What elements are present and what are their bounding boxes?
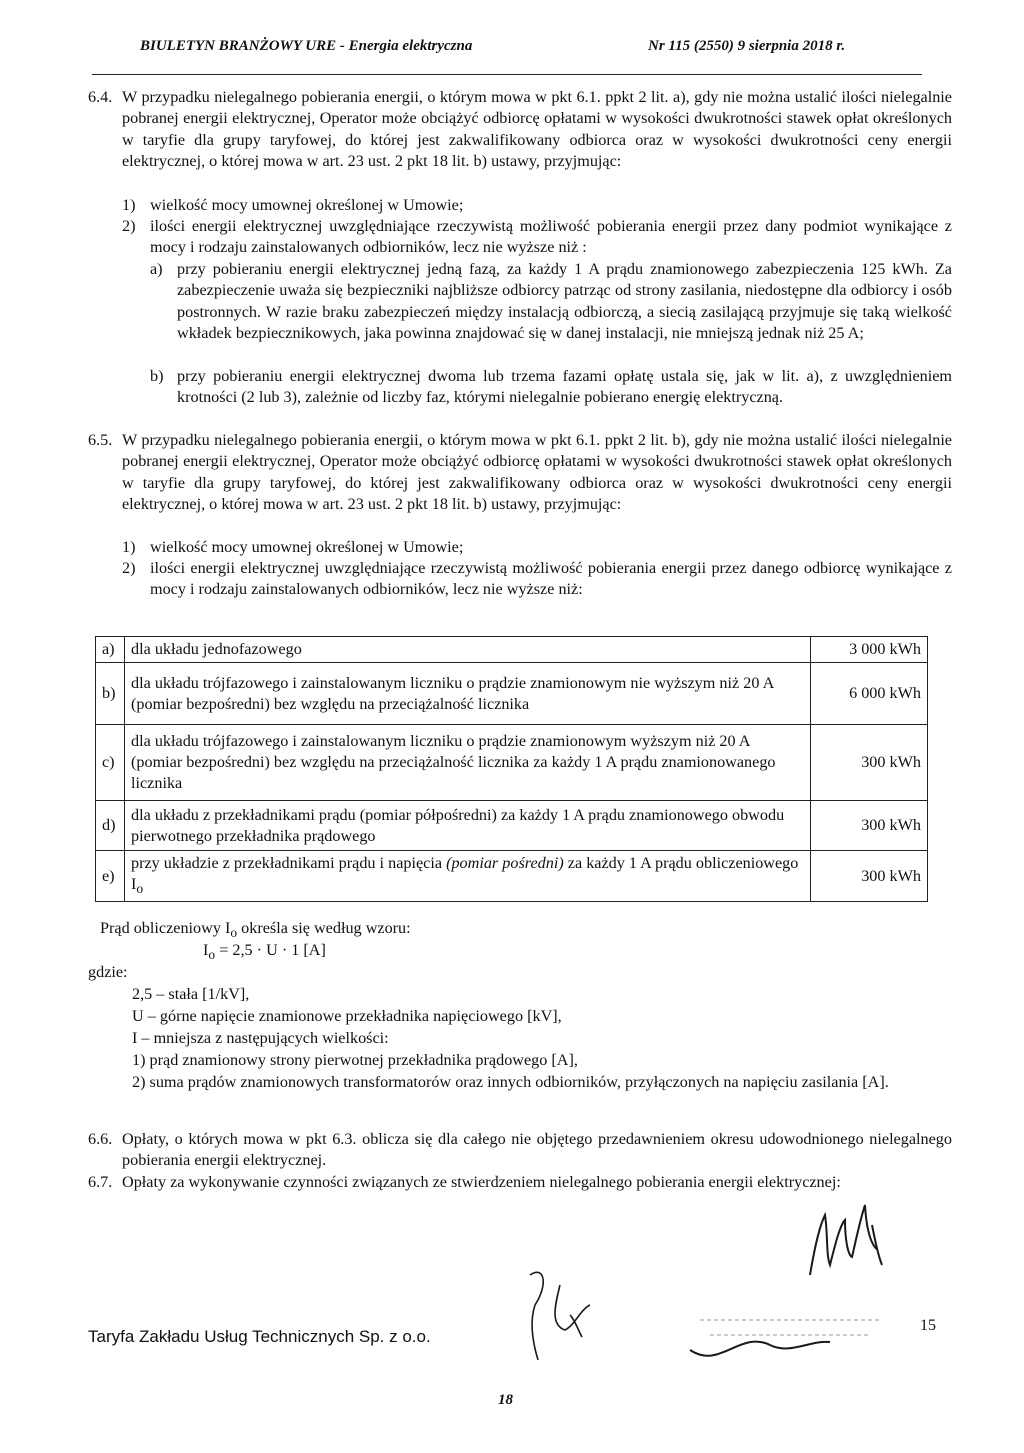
equation-symbol: I: [203, 941, 209, 959]
equation-rest: = 2,5 · U · 1 [A]: [215, 941, 326, 959]
sub-item-number: b): [150, 367, 164, 385]
list-item-text: wielkość mocy umownej określonej w Umowie;: [150, 538, 464, 556]
table-row: [96, 851, 928, 902]
formula-where: gdzie:: [88, 963, 128, 981]
formula-definition: 2,5 – stała [1/kV],: [132, 985, 250, 1003]
section-6-6-number: 6.6.: [88, 1130, 113, 1148]
header-issue: Nr 115 (2550) 9 sierpnia 2018 r.: [648, 38, 846, 54]
row-value: 6 000 kWh: [811, 663, 928, 725]
company-stamp: [680, 1300, 900, 1370]
formula-definition: U – górne napięcie znamionowe przekładnika napięciowego [kV],: [132, 1007, 562, 1025]
formula-equation: [203, 940, 326, 966]
table-row: [96, 725, 928, 801]
section-6-4-text: W przypadku nielegalnego pobierania energii, o którym mowa w pkt 6.1. ppkt 2 lit. a), gdy nie można ustalić ilości nielegalnie pobranej energii elektrycznej, Operator może obciążyć odbiorcę opłatami w wysokości dwukrotności stawek opłat określonych w taryfie dla grupy taryfowej, do której jest zakwalifikowany odbiorca oraz w wysokości dwukrotności ceny energii elektrycznej, o której mowa w art. 23 ust. 2 pkt 18 lit. b) ustawy, przyjmując:: [122, 88, 952, 171]
desc-subscript: o: [136, 881, 144, 897]
footer-page-number: 15: [920, 1317, 936, 1334]
row-label: c): [96, 725, 125, 801]
list-item-text: ilości energii elektrycznej uwzględniające rzeczywistą możliwość pobierania energii przez dany podmiot wynikające z mocy i rodzaju zainstalowanych odbiorników, lecz nie wyższe niż :: [150, 217, 952, 257]
formula-intro-text: Prąd obliczeniowy I: [100, 919, 231, 937]
row-label: a): [96, 637, 125, 663]
sub-item-text: przy pobieraniu energii elektrycznej dwoma lub trzema fazami opłatę ustala się, jak w lit. a), z uwzględnieniem krotności (2 lub 3), zależnie od liczby faz, którymi nielegalnie pobierano energię elektryczną.: [177, 367, 952, 407]
list-item-text: ilości energii elektrycznej uwzględniające rzeczywistą możliwość pobierania energii przez danego odbiorcę wynikające z mocy i rodzaju zainstalowanych odbiorników, lecz nie wyższe niż:: [150, 559, 952, 599]
row-value: 300 kWh: [811, 851, 928, 902]
list-item-number: 1): [122, 196, 136, 214]
section-6-7-number: 6.7.: [88, 1173, 113, 1191]
header-rule: [92, 74, 922, 75]
list-item-number: 1): [122, 538, 136, 556]
formula-definition: I – mniejsza z następujących wielkości:: [132, 1029, 389, 1047]
row-value: 300 kWh: [811, 801, 928, 851]
footer-company: Taryfa Zakładu Usług Technicznych Sp. z o.o.: [88, 1327, 431, 1346]
sub-item-text: przy pobieraniu energii elektrycznej jedną fazą, za każdy 1 A prądu znamionowego zabezpieczenia 125 kWh. Za zabezpieczenie uważa się bezpieczniki najbliższe odbiorcy patrząc od strony zasilania, niedostępne dla odbiorcy i osób postronnych. W razie braku zabezpieczeń między instalacją odbiorczą, a siecią zasilającą przyjmuje się taką wielkość wkładek bezpiecznikowych, jaka powinna znajdować się w danej instalacji, nie mniejszą jednak niż 25 A;: [177, 260, 952, 343]
formula-definition: 1) prąd znamionowy strony pierwotnej przekładnika prądowego [A],: [132, 1051, 578, 1069]
row-description: dla układu trójfazowego i zainstalowanym liczniku o prądzie znamionowym nie wyższym niż 20 A (pomiar bezpośredni) bez względu na przeciążalność licznika: [125, 663, 811, 725]
row-description: [125, 851, 811, 902]
desc-italic: (pomiar pośredni): [446, 854, 564, 872]
equation-sub: o: [208, 947, 216, 963]
running-header: [140, 38, 920, 62]
formula-definition: 2) suma prądów znamionowych transformatorów oraz innych odbiorników, przyłączonych na napięciu zasilania [A].: [132, 1073, 889, 1091]
initials-signature: [520, 1265, 600, 1365]
section-6-7-text: Opłaty za wykonywanie czynności związanych ze stwierdzeniem nielegalnego pobierania energii elektrycznej:: [122, 1173, 841, 1191]
section-6-4-number: 6.4.: [88, 88, 113, 106]
row-label: b): [96, 663, 125, 725]
row-label: d): [96, 801, 125, 851]
section-6-5-number: 6.5.: [88, 431, 113, 449]
row-label: e): [96, 851, 125, 902]
section-6-5-text: W przypadku nielegalnego pobierania energii, o którym mowa w pkt 6.1. ppkt 2 lit. b), gdy nie można ustalić ilości nielegalnie pobranej energii elektrycznej, Operator może obciążyć odbiorcę opłatami w wysokości dwukrotności stawek opłat określonych w taryfie dla grupy taryfowej, do której jest zakwalifikowany odbiorca oraz w wysokości dwukrotności ceny energii elektrycznej, o której mowa w art. 23 ust. 2 pkt 18 lit. b) ustawy, przyjmując:: [122, 431, 952, 514]
formula-intro-sub: o: [230, 925, 238, 941]
table-row: [96, 663, 928, 725]
header-publication: BIULETYN BRANŻOWY URE - Energia elektryczna: [140, 38, 473, 54]
handwritten-signature: [790, 1195, 900, 1285]
row-description: dla układu jednofazowego: [125, 637, 811, 663]
row-value: 300 kWh: [811, 725, 928, 801]
formula-intro-text-2: określa się według wzoru:: [237, 919, 411, 937]
bulletin-page-number: 18: [498, 1392, 513, 1408]
desc-part: przy układzie z przekładnikami prądu i napięcia: [131, 854, 447, 872]
energy-limits-table: [95, 636, 928, 902]
table-row: [96, 637, 928, 663]
desc-part: za każdy 1 A prądu obliczeniowego I: [131, 854, 799, 893]
row-description: dla układu z przekładnikami prądu (pomiar półpośredni) za każdy 1 A prądu znamionowego obwodu pierwotnego przekładnika prądowego: [125, 801, 811, 851]
row-description: dla układu trójfazowego i zainstalowanym liczniku o prądzie znamionowym wyższym niż 20 A (pomiar bezpośredni) bez względu na przeciążalność licznika za każdy 1 A prądu znamionowanego licznika: [125, 725, 811, 801]
section-6-6-text: Opłaty, o których mowa w pkt 6.3. oblicza się dla całego nie objętego przedawnieniem okresu udowodnionego nielegalnego pobierania energii elektrycznej.: [122, 1130, 952, 1170]
list-item-number: 2): [122, 217, 136, 235]
sub-item-number: a): [150, 260, 163, 278]
table-row: [96, 801, 928, 851]
list-item-number: 2): [122, 559, 136, 577]
list-item-text: wielkość mocy umownej określonej w Umowie;: [150, 196, 464, 214]
row-value: 3 000 kWh: [811, 637, 928, 663]
